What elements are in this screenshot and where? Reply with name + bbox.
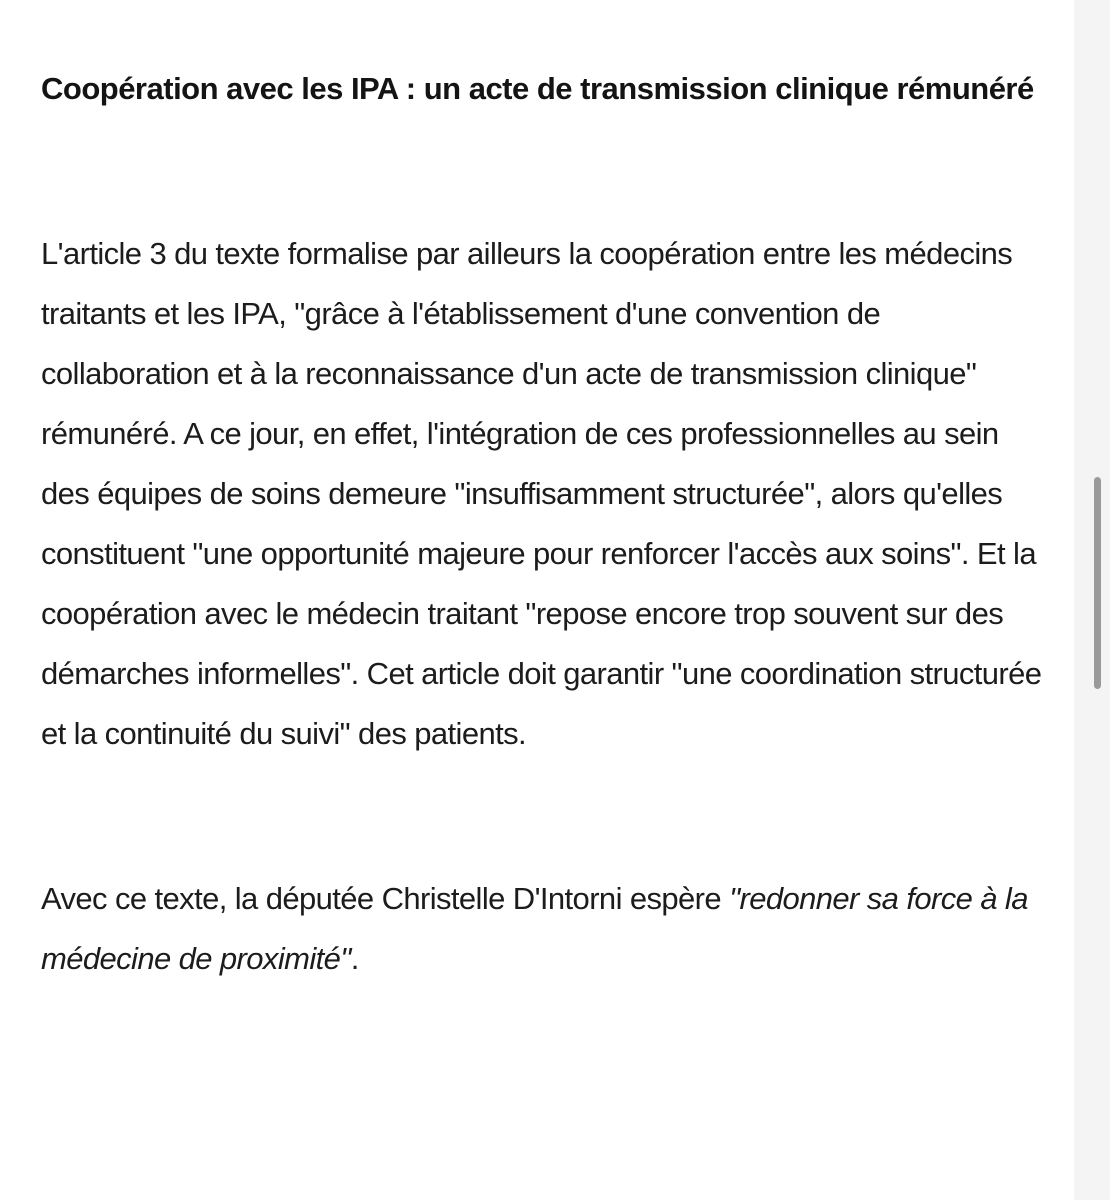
scrollbar-thumb[interactable] [1094, 477, 1101, 689]
closing-lead-text: Avec ce texte, la députée Christelle D'Intorni espère [41, 881, 730, 916]
article-body [41, 59, 1051, 989]
article-paragraph: L'article 3 du texte formalise par ailleurs la coopération entre les médecins traitants et les IPA, "grâce à l'établissement d'une convention de collaboration et à la reconnaissance d'un acte de transmission clinique" rémunéré. A ce jour, en effet, l'intégration de ces professionnelles au sein des équipes de soins demeure "insuffisamment structurée", alors qu'elles constituent "une opportunité majeure pour renforcer l'accès aux soins". Et la coopération avec le médecin traitant "repose encore trop souvent sur des démarches informelles". Cet article doit garantir "une coordination structurée et la continuité du suivi" des patients. [41, 236, 1042, 751]
scrollbar-track[interactable] [1074, 0, 1110, 1200]
closing-quote: "redonner sa force à la médecine de proximité" [41, 881, 1028, 976]
closing-period: . [350, 941, 359, 976]
section-heading: Coopération avec les IPA : un acte de transmission clinique rémunéré [41, 71, 1034, 106]
article-paragraph-closing [41, 869, 1051, 989]
